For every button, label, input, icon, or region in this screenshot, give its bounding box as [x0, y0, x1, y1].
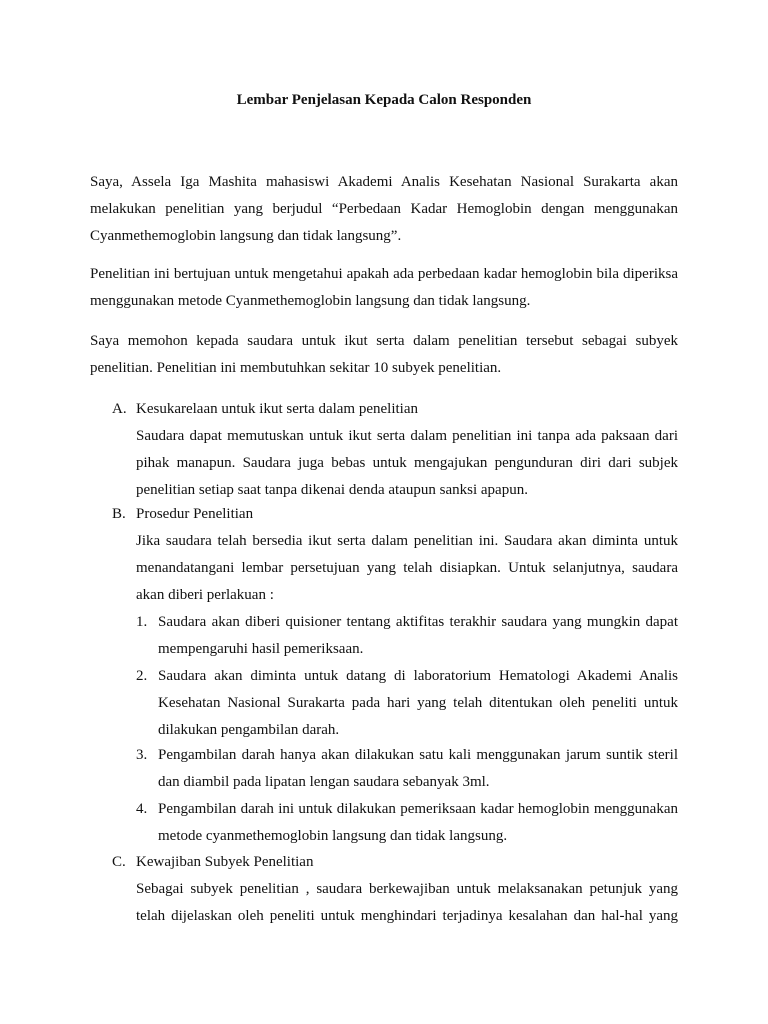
section-c-letter: C. — [112, 854, 126, 870]
intro-paragraph: Saya, Assela Iga Mashita mahasiswi Akademi Analis Kesehatan Nasional Surakarta akan melakukan penelitian yang berjudul “Perbedaan Kadar Hemoglobin dengan menggunakan Cyanmethemoglobin langsung dan tidak langsung”. — [90, 174, 678, 244]
section-b-letter: B. — [112, 506, 126, 522]
list-item-number: 2. — [136, 668, 148, 684]
list-item-text: Pengambilan darah hanya akan dilakukan satu kali menggunakan jarum suntik steril dan diambil pada lipatan lengan saudara sebanyak 3ml. — [158, 747, 678, 790]
section-b-heading — [112, 501, 678, 528]
request-paragraph: Saya memohon kepada saudara untuk ikut serta dalam penelitian tersebut sebagai subyek penelitian. Penelitian ini membutuhkan sekitar 10 subyek penelitian. — [90, 333, 678, 376]
list-item-text: Saudara akan diminta untuk datang di laboratorium Hematologi Akademi Analis Kesehatan Nasional Surakarta pada hari yang telah ditentukan oleh peneliti untuk dilakukan pengambilan darah. — [158, 668, 678, 738]
section-c-body: Sebagai subyek penelitian , saudara berkewajiban untuk melaksanakan petunjuk yang telah dijelaskan oleh peneliti untuk menghindari terjadinya kesalahan dan hal-hal yang — [136, 881, 678, 924]
list-item — [136, 796, 678, 850]
list-item-text: Saudara akan diberi quisioner tentang aktifitas terakhir saudara yang mungkin dapat mempengaruhi hasil pemeriksaan. — [158, 614, 678, 657]
list-item — [136, 609, 678, 663]
section-a-heading — [112, 396, 678, 423]
list-item-number: 3. — [136, 747, 148, 763]
list-item — [136, 663, 678, 744]
section-a-title: Kesukarelaan untuk ikut serta dalam penelitian — [136, 401, 418, 417]
section-b-body: Jika saudara telah bersedia ikut serta dalam penelitian ini. Saudara akan diminta untuk menandatangani lembar persetujuan yang telah disiapkan. Untuk selanjutnya, saudara akan diberi perlakuan : — [136, 533, 678, 603]
section-a-letter: A. — [112, 401, 127, 417]
section-c-heading — [112, 849, 678, 876]
list-item-text: Pengambilan darah ini untuk dilakukan pemeriksaan kadar hemoglobin menggunakan metode cyanmethemoglobin langsung dan tidak langsung. — [158, 801, 678, 844]
list-item — [136, 742, 678, 796]
section-a-body: Saudara dapat memutuskan untuk ikut serta dalam penelitian ini tanpa ada paksaan dari pihak manapun. Saudara juga bebas untuk mengajukan pengunduran diri dari subjek penelitian setiap saat tanpa dikenai denda ataupun sanksi apapun. — [136, 428, 678, 498]
section-c-title: Kewajiban Subyek Penelitian — [136, 854, 314, 870]
section-b-title: Prosedur Penelitian — [136, 506, 254, 522]
purpose-paragraph: Penelitian ini bertujuan untuk mengetahui apakah ada perbedaan kadar hemoglobin bila diperiksa menggunakan metode Cyanmethemoglobin langsung dan tidak langsung. — [90, 266, 678, 309]
document-title: Lembar Penjelasan Kepada Calon Responden — [236, 92, 532, 108]
list-item-number: 4. — [136, 801, 148, 817]
list-item-number: 1. — [136, 614, 148, 630]
